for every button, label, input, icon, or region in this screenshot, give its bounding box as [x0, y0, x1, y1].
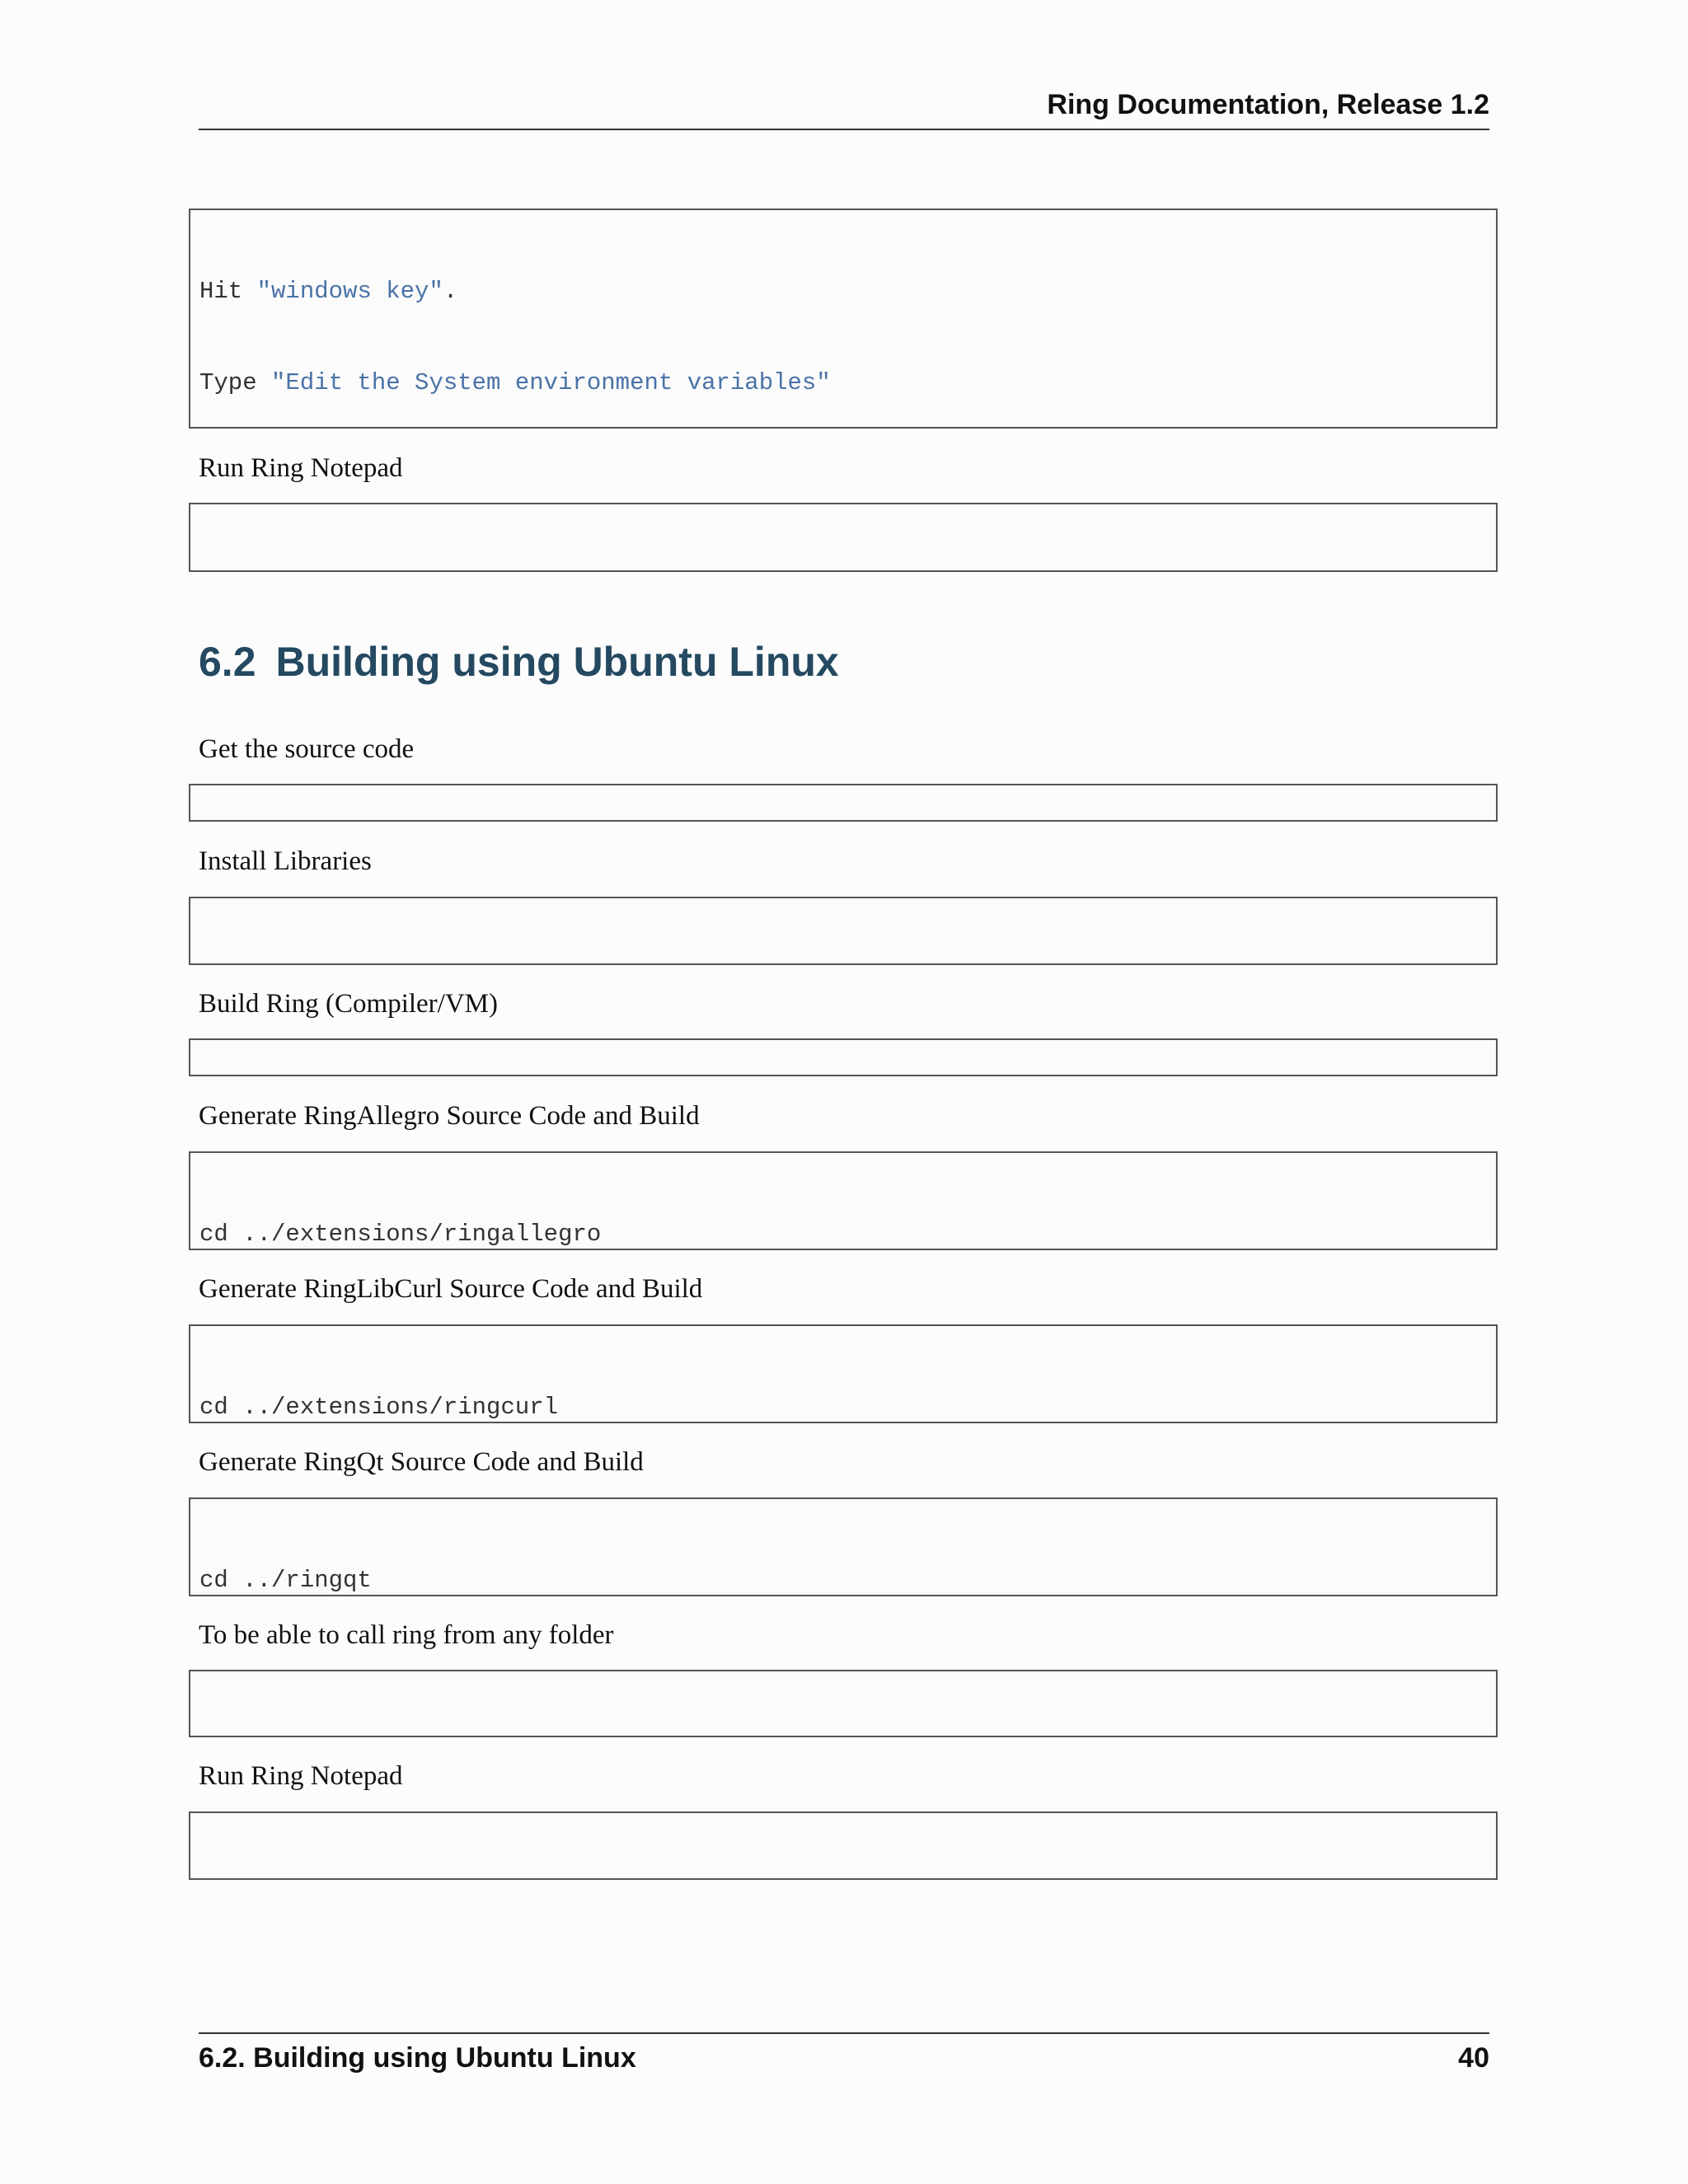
code-block-ringcurl	[189, 1324, 1498, 1423]
step-label: Get the source code	[199, 734, 415, 764]
step-label: Build Ring (Compiler/VM)	[199, 989, 498, 1019]
code-block-run-notepad-linux	[189, 1811, 1498, 1880]
code-block-clone	[189, 784, 1498, 822]
step-label: To be able to call ring from any folder	[199, 1620, 614, 1650]
code-text: Hit	[199, 278, 257, 305]
code-string: "windows key"	[256, 278, 443, 305]
code-block-build-ring	[189, 1038, 1498, 1076]
step-label: Run Ring Notepad	[199, 453, 403, 483]
step-label: Install Libraries	[199, 846, 372, 876]
code-block-run-notepad	[189, 503, 1498, 572]
code-block-windows-path	[189, 209, 1498, 429]
header-rule	[199, 129, 1489, 130]
code-line	[199, 964, 1496, 965]
step-label: Run Ring Notepad	[199, 1761, 403, 1791]
running-header: Ring Documentation, Release 1.2	[1047, 89, 1489, 120]
page-number: 40	[1458, 2042, 1489, 2074]
code-block-install	[189, 1670, 1498, 1737]
code-text: .	[443, 278, 458, 305]
footer-rule	[199, 2032, 1489, 2034]
step-label: Generate RingAllegro Source Code and Build	[199, 1101, 700, 1131]
step-label: Generate RingQt Source Code and Build	[199, 1447, 644, 1477]
code-block-ringallegro	[189, 1151, 1498, 1250]
code-line	[199, 368, 1496, 398]
section-heading	[199, 638, 839, 686]
code-string: "Edit the System environment variables"	[271, 369, 831, 396]
code-line	[199, 1879, 1496, 1880]
section-title-text: Building using Ubuntu Linux	[275, 639, 839, 685]
section-number: 6.2	[199, 639, 256, 685]
code-line: cd ../extensions/ringcurl	[199, 1394, 559, 1421]
code-line: cd ../ringqt	[199, 1567, 372, 1594]
code-block-install-libraries	[189, 897, 1498, 965]
code-line	[199, 276, 1496, 307]
code-line: cd ../extensions/ringallegro	[199, 1221, 602, 1248]
code-text: Type	[199, 369, 272, 396]
footer-section: 6.2. Building using Ubuntu Linux	[199, 2042, 636, 2074]
code-block-ringqt	[189, 1497, 1498, 1596]
step-label: Generate RingLibCurl Source Code and Build	[199, 1274, 703, 1304]
code-line	[199, 570, 1496, 572]
